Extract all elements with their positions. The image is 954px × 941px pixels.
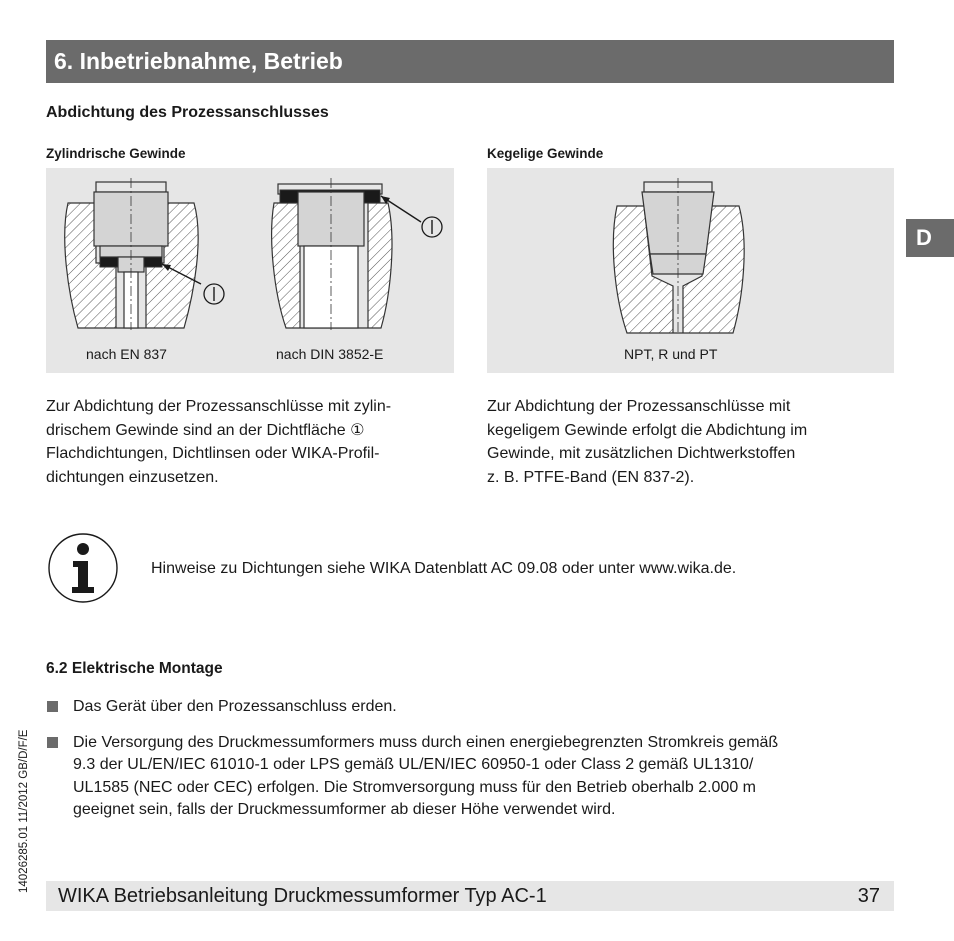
bullet-square-icon: [47, 701, 58, 712]
left-heading: Zylindrische Gewinde: [46, 146, 186, 161]
info-icon: [46, 531, 120, 605]
right-para-line: Zur Abdichtung der Prozessanschlüsse mit: [487, 398, 791, 415]
cylindrical-thread-figure: [46, 168, 454, 373]
tapered-thread-drawing: [487, 168, 894, 373]
caption-en837: nach EN 837: [86, 346, 167, 362]
left-paragraph: [46, 395, 456, 489]
tapered-thread-figure: [487, 168, 894, 373]
en837-drawing: [65, 178, 224, 330]
elec-bullet-list: [46, 696, 896, 822]
section-title: 6. Inbetriebnahme, Betrieb: [46, 40, 894, 83]
subsection-title: Abdichtung des Prozessanschlusses: [46, 104, 329, 121]
footer-title: WIKA Betriebsanleitung Druckmessumformer Typ AC-1: [58, 885, 547, 907]
footer-bar: [46, 881, 894, 911]
left-para-line: drischem Gewinde sind an der Dichtfläche ①: [46, 421, 365, 439]
list-item: [46, 696, 896, 719]
din3852-drawing: [272, 178, 442, 330]
elec-heading: 6.2 Elektrische Montage: [46, 660, 223, 677]
left-para-line: Flachdichtungen, Dichtlinsen oder WIKA-Profil-: [46, 445, 380, 462]
page-number: 37: [857, 885, 880, 907]
language-tab: D: [906, 219, 954, 257]
bullet-line: geeignet sein, falls der Druckmessumformer ab dieser Höhe verwendet wird.: [73, 801, 616, 818]
right-para-line: z. B. PTFE-Band (EN 837-2).: [487, 468, 695, 486]
caption-npt: NPT, R und PT: [624, 346, 718, 362]
list-item: [46, 732, 896, 822]
info-note: Hinweise zu Dichtungen siehe WIKA Datenblatt AC 09.08 oder unter www.wika.de.: [151, 560, 737, 577]
left-para-line: Zur Abdichtung der Prozessanschlüsse mit zylin-: [46, 398, 392, 415]
document-code: 14026285.01 11/2012 GB/D/F/E: [18, 729, 30, 893]
bullet-square-icon: [47, 737, 58, 748]
right-paragraph: [487, 395, 897, 489]
bullet-text: Das Gerät über den Prozessanschluss erden.: [73, 698, 397, 715]
right-para-line: Gewinde, mit zusätzlichen Dichtwerkstoffen: [487, 445, 796, 462]
left-para-line: dichtungen einzusetzen.: [46, 468, 219, 486]
caption-din3852: nach DIN 3852-E: [276, 346, 384, 362]
cylindrical-thread-drawing: [46, 168, 454, 373]
bullet-line: Die Versorgung des Druckmessumformers muss durch einen energiebegrenzten Stromkreis gemäß: [73, 733, 779, 751]
right-heading: Kegelige Gewinde: [487, 146, 604, 161]
bullet-line: 9.3 der UL/EN/IEC 61010-1 oder LPS gemäß UL/EN/IEC 60950-1 oder Class 2 gemäß UL1310/: [73, 756, 754, 773]
bullet-line: UL1585 (NEC oder CEC) erfolgen. Die Stromversorgung muss für den Betrieb oberhalb 2.000 m: [73, 778, 756, 796]
right-para-line: kegeligem Gewinde erfolgt die Abdichtung im: [487, 421, 808, 439]
